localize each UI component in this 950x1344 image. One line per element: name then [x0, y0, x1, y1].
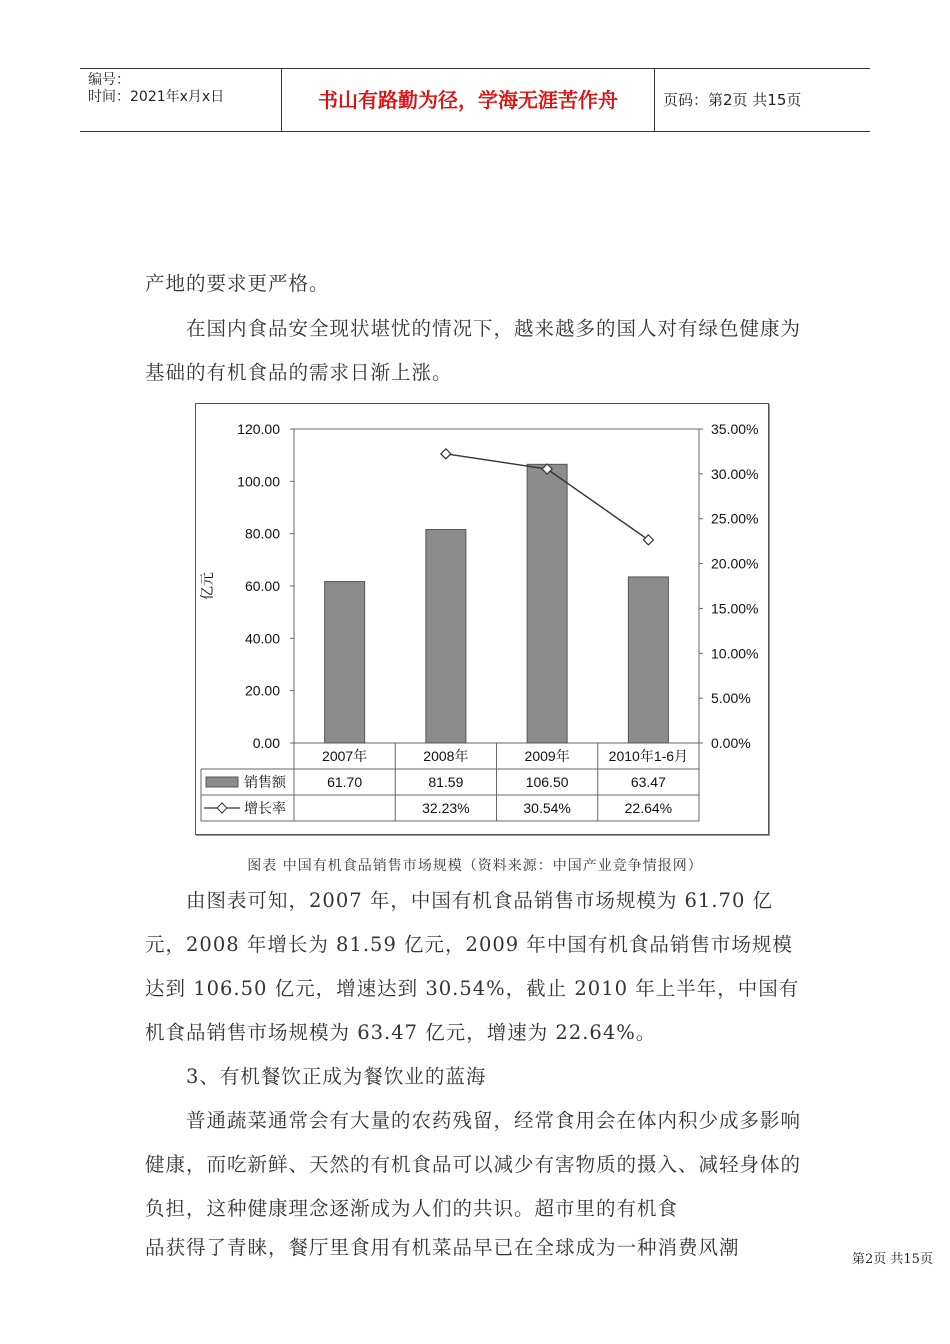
paragraph-5: 普通蔬菜通常会有大量的农药残留，经常食用会在体内积少成多影响健康，而吃新鲜、天然的有机食品可以减少有害物质的摄入、减轻身体的负担，这种健康理念逐渐成为人们的共识。超市里的有机食 [145, 1109, 802, 1220]
bar-3 [628, 577, 668, 743]
y2-tick-label: 0.00% [711, 735, 751, 751]
y2-tick-label: 15.00% [711, 600, 759, 617]
y2-tick-label: 30.00% [711, 465, 759, 482]
paragraph-6-cut: 品获得了青睐，餐厅里食用有机菜品早已在全球成为一种消费风潮 [145, 1236, 740, 1259]
legend-line-label: 增长率 [244, 800, 286, 816]
x-category-label: 2008年 [423, 748, 469, 764]
y-tick-label: 60.00 [244, 578, 280, 594]
header-motto: 书山有路勤为径，学海无涯苦作舟 [281, 69, 655, 131]
bar-1 [426, 530, 466, 743]
y-tick-label: 40.00 [244, 630, 280, 647]
paragraph-1: 产地的要求更严格。 [145, 272, 330, 295]
legend-line-marker [217, 803, 227, 813]
paragraph-3: 由图表可知，2007 年，中国有机食品销售市场规模为 61.70 亿元，2008 年增长为 81.59 亿元，2009 年中国有机食品销售市场规模达到 106.50 亿元，增速达到 30.54%，截止 2010 年上半年，中国有机食品销售市场规模为 63.47 亿元，增速为 22.64%。 [145, 889, 800, 1044]
section-heading: 3、有机餐饮正成为餐饮业的蓝海 [145, 1065, 487, 1088]
x-category-label: 2010年1-6月 [608, 748, 689, 764]
chart-caption: 图表 中国有机食品销售市场规模（资料来源：中国产业竞争情报网） [247, 858, 703, 874]
growth-value-label: 22.64% [624, 800, 673, 816]
cut-line-clip [145, 1232, 808, 1259]
legend-bar-swatch [206, 777, 238, 787]
chart-container [195, 403, 769, 835]
y2-tick-label: 5.00% [711, 690, 751, 707]
growth-value-label: 30.54% [523, 800, 571, 816]
bar-0 [325, 582, 365, 743]
y2-tick-label: 25.00% [711, 510, 759, 527]
bar-value-label: 61.70 [327, 774, 363, 790]
bar-value-label: 81.59 [428, 774, 464, 790]
bar-value-label: 106.50 [525, 774, 569, 790]
sales-chart [196, 404, 768, 834]
paragraph-2: 在国内食品安全现状堪忧的情况下，越来越多的国人对有绿色健康为基础的有机食品的需求日渐上涨。 [145, 317, 802, 384]
page-footer: 第2页 共15页 [852, 1252, 933, 1267]
y-tick-label: 0.00 [252, 735, 280, 751]
y-tick-label: 100.00 [237, 473, 280, 490]
y-tick-label: 120.00 [237, 421, 280, 437]
y2-tick-label: 20.00% [711, 555, 759, 572]
x-category-label: 2009年 [524, 748, 570, 764]
x-category-label: 2007年 [322, 748, 368, 764]
header-page-label: 页码：第2页 共15页 [663, 91, 802, 109]
y-tick-label: 20.00 [244, 682, 280, 699]
bar-value-label: 63.47 [630, 774, 666, 790]
growth-value-label: 32.23% [422, 800, 470, 816]
header-meta [88, 69, 278, 134]
time-label: 时间：2021年x月x日 [88, 89, 225, 105]
y-axis-label: 亿元 [199, 572, 215, 600]
y2-tick-label: 10.00% [711, 645, 759, 662]
y2-tick-label: 35.00% [711, 421, 759, 437]
number-label: 编号： [88, 72, 130, 88]
y-tick-label: 80.00 [244, 525, 280, 542]
page-header [80, 68, 870, 132]
bar-2 [527, 464, 567, 743]
legend-bar-label: 销售额 [244, 774, 286, 790]
